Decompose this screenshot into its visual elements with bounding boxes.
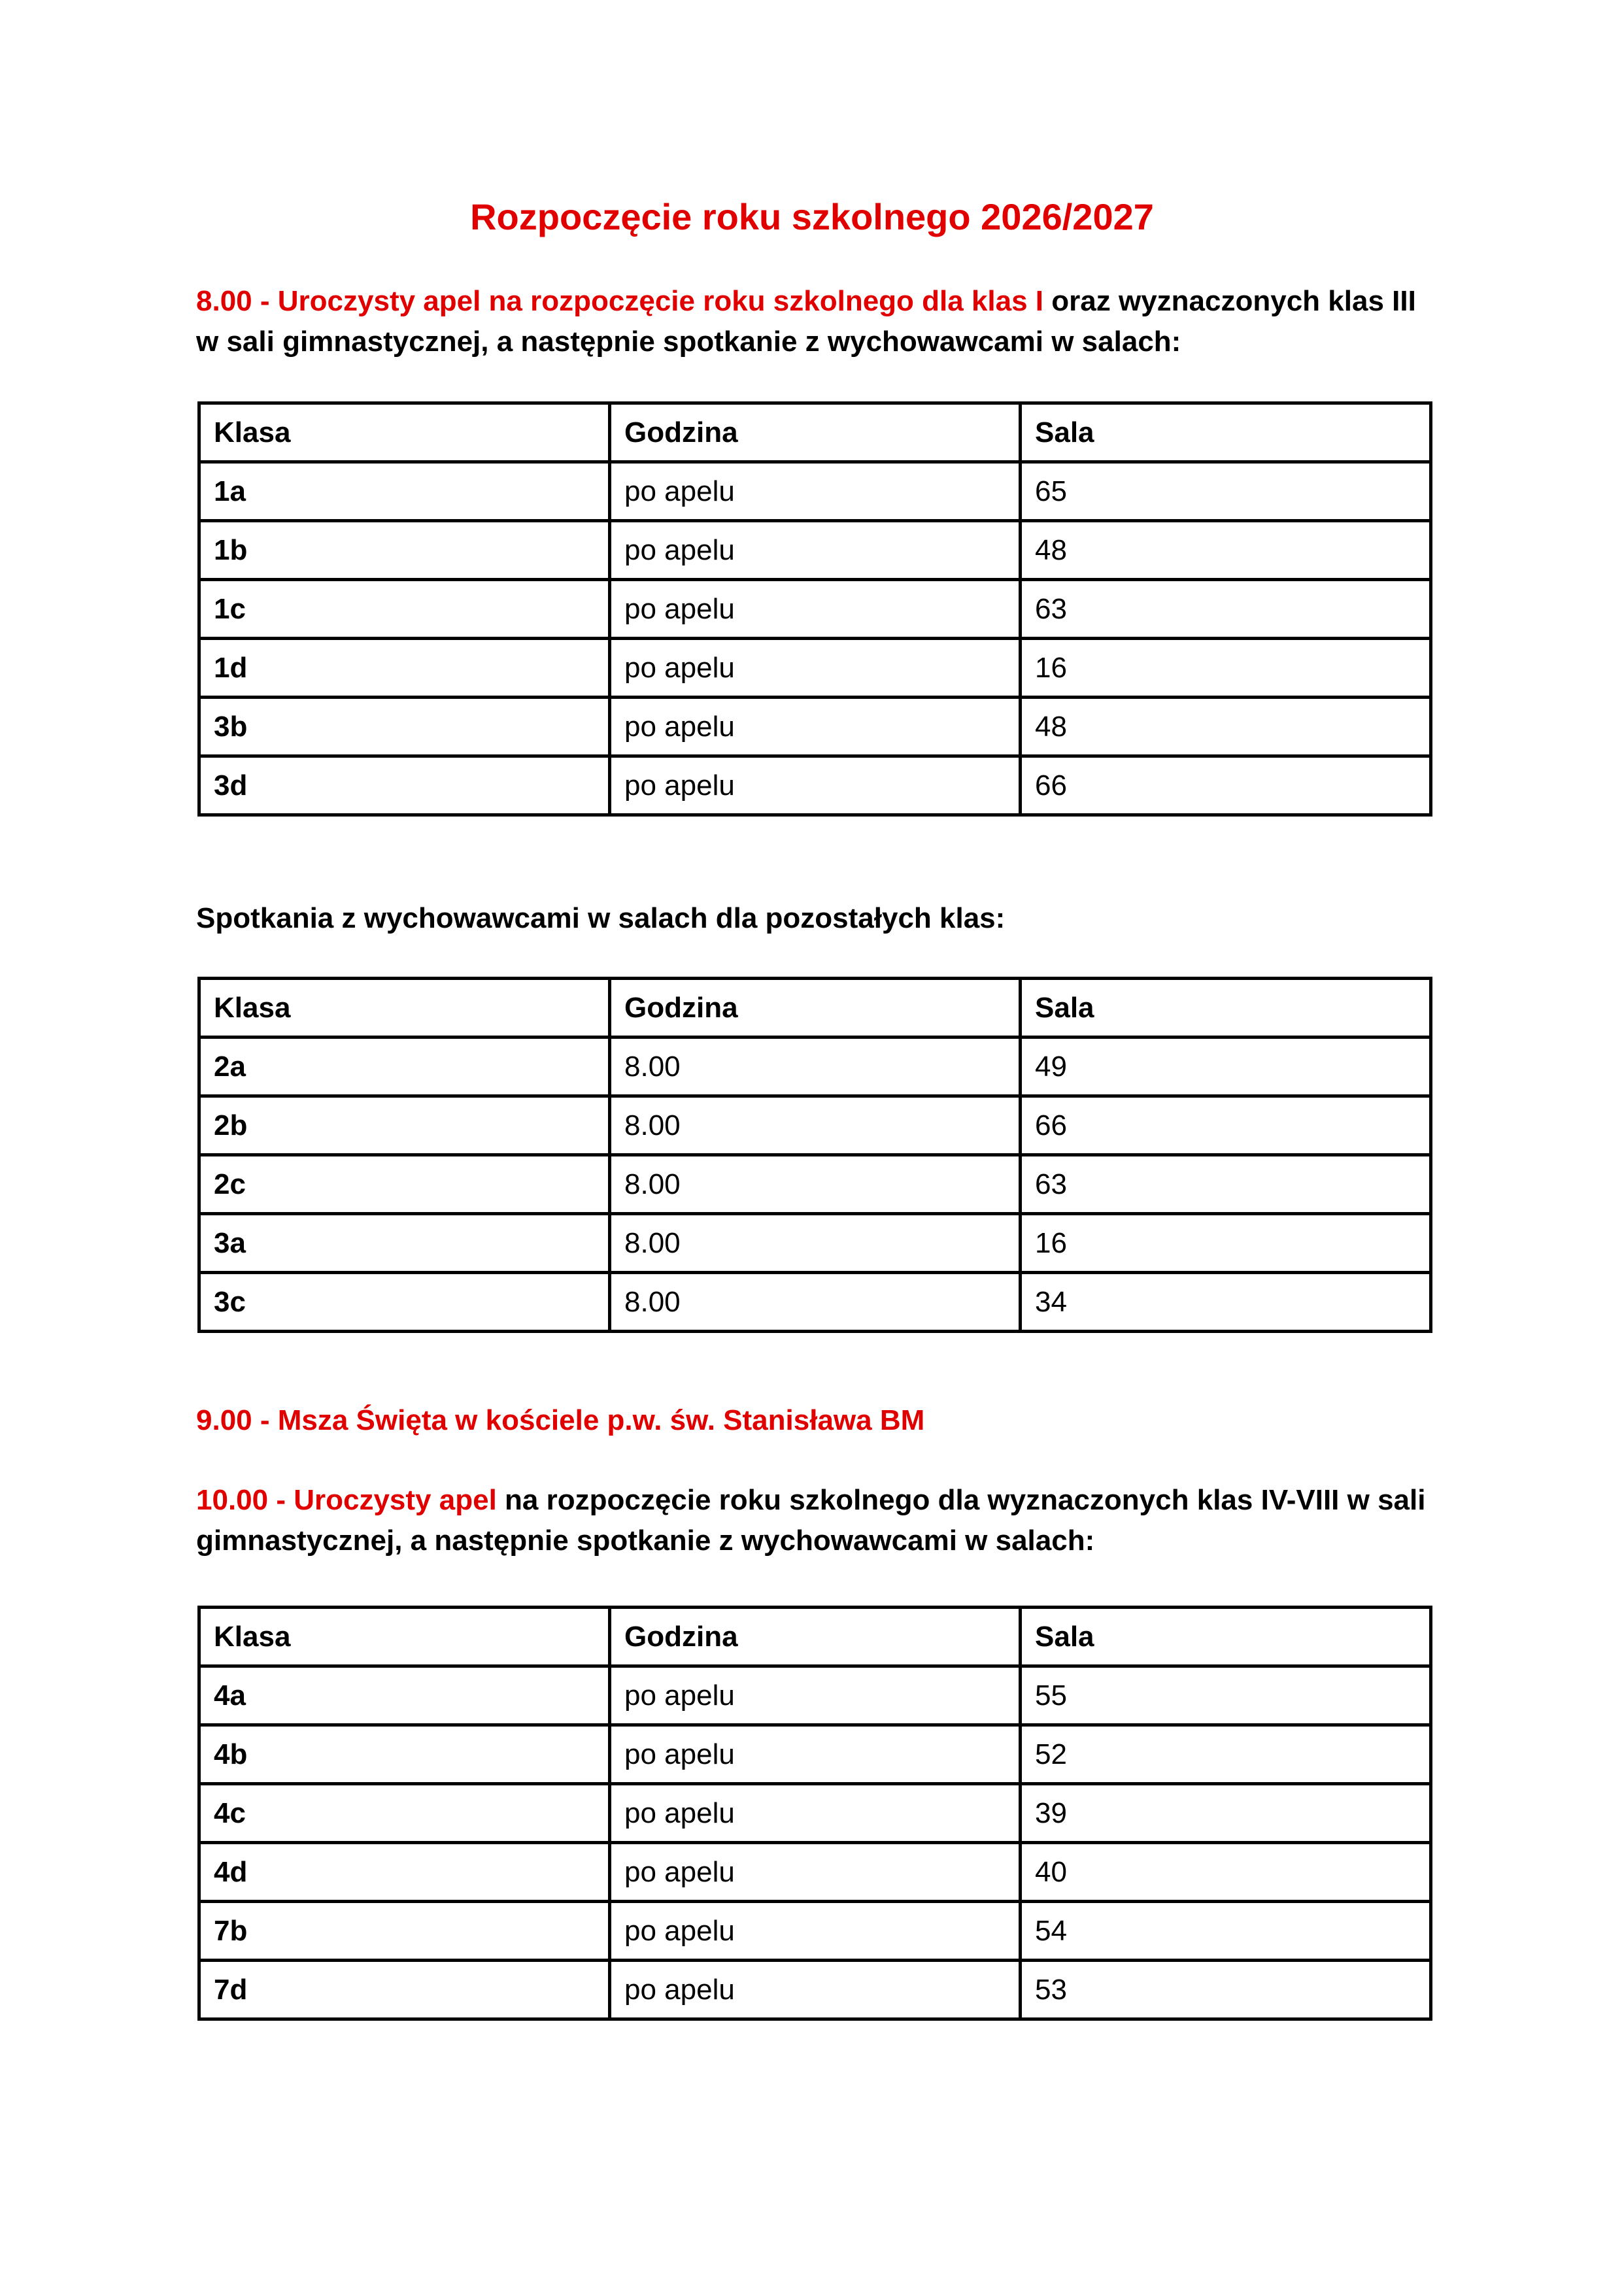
table-row <box>199 580 1431 639</box>
room-cell: 66 <box>1021 1096 1431 1155</box>
room-cell: 48 <box>1021 698 1431 756</box>
room-cell: 55 <box>1021 1666 1431 1725</box>
class-cell: 4d <box>199 1843 610 1902</box>
table-row <box>199 639 1431 698</box>
class-cell: 7b <box>199 1902 610 1961</box>
table-header-row <box>199 1608 1431 1666</box>
time-cell: 8.00 <box>610 1037 1021 1096</box>
class-cell: 7d <box>199 1961 610 2019</box>
class-cell: 2b <box>199 1096 610 1155</box>
section-1-event-text: oraz wyznaczonych klas III w sali gimnastycznej, a następnie spotkanie z wychowawcami w salach: <box>196 285 1416 358</box>
section-1-time: 8.00 - <box>196 285 278 317</box>
room-cell: 40 <box>1021 1843 1431 1902</box>
schedule-table-2 <box>197 977 1432 1333</box>
time-cell: po apelu <box>610 462 1021 521</box>
room-cell: 48 <box>1021 521 1431 580</box>
schedule-table-1 <box>197 401 1432 817</box>
time-cell: po apelu <box>610 1961 1021 2019</box>
class-cell: 2c <box>199 1155 610 1214</box>
room-cell: 54 <box>1021 1902 1431 1961</box>
time-cell: 8.00 <box>610 1096 1021 1155</box>
table-row <box>199 1666 1431 1725</box>
time-cell: po apelu <box>610 521 1021 580</box>
section-2-paragraph: Spotkania z wychowawcami w salach dla pozostałych klas: <box>196 902 1006 934</box>
class-cell: 4b <box>199 1725 610 1784</box>
class-cell: 3d <box>199 756 610 815</box>
class-cell: 1d <box>199 639 610 698</box>
class-cell: 1b <box>199 521 610 580</box>
time-cell: po apelu <box>610 580 1021 639</box>
class-cell: 3c <box>199 1273 610 1332</box>
table-row <box>199 1214 1431 1273</box>
section-4-paragraph <box>196 1480 1438 1561</box>
column-header: Godzina <box>610 979 1021 1037</box>
section-4-event-text: na rozpoczęcie roku szkolnego dla wyznaczonych klas IV-VIII w sali gimnastycznej, a następnie spotkanie z wychowawcami w salach: <box>196 1484 1426 1557</box>
class-cell: 2a <box>199 1037 610 1096</box>
room-cell: 66 <box>1021 756 1431 815</box>
time-cell: po apelu <box>610 1784 1021 1843</box>
room-cell: 65 <box>1021 462 1431 521</box>
class-cell: 4a <box>199 1666 610 1725</box>
room-cell: 49 <box>1021 1037 1431 1096</box>
room-cell: 39 <box>1021 1784 1431 1843</box>
room-cell: 53 <box>1021 1961 1431 2019</box>
class-cell: 1c <box>199 580 610 639</box>
table-row <box>199 1037 1431 1096</box>
column-header: Sala <box>1021 1608 1431 1666</box>
column-header: Sala <box>1021 403 1431 462</box>
section-3-mass: 9.00 - Msza Święta w kościele p.w. św. Stanisława BM <box>196 1404 925 1436</box>
time-cell: po apelu <box>610 639 1021 698</box>
table-row <box>199 1843 1431 1902</box>
time-cell: po apelu <box>610 1902 1021 1961</box>
section-4-event-highlight: Uroczysty apel <box>294 1484 497 1516</box>
room-cell: 63 <box>1021 580 1431 639</box>
time-cell: po apelu <box>610 1843 1021 1902</box>
table-row <box>199 1155 1431 1214</box>
table-row <box>199 756 1431 815</box>
class-cell: 3b <box>199 698 610 756</box>
table-row <box>199 1961 1431 2019</box>
table-row <box>199 521 1431 580</box>
time-cell: 8.00 <box>610 1214 1021 1273</box>
class-cell: 3a <box>199 1214 610 1273</box>
table-header-row <box>199 403 1431 462</box>
table-row <box>199 462 1431 521</box>
table-row <box>199 698 1431 756</box>
table-row <box>199 1273 1431 1332</box>
column-header: Sala <box>1021 979 1431 1037</box>
time-cell: po apelu <box>610 1725 1021 1784</box>
room-cell: 63 <box>1021 1155 1431 1214</box>
table-header-row <box>199 979 1431 1037</box>
class-cell: 4c <box>199 1784 610 1843</box>
column-header: Klasa <box>199 1608 610 1666</box>
time-cell: po apelu <box>610 1666 1021 1725</box>
time-cell: 8.00 <box>610 1155 1021 1214</box>
schedule-table-3 <box>197 1606 1432 2021</box>
section-4-time: 10.00 - <box>196 1484 294 1516</box>
time-cell: 8.00 <box>610 1273 1021 1332</box>
room-cell: 52 <box>1021 1725 1431 1784</box>
room-cell: 34 <box>1021 1273 1431 1332</box>
room-cell: 16 <box>1021 639 1431 698</box>
table-row <box>199 1725 1431 1784</box>
column-header: Klasa <box>199 403 610 462</box>
time-cell: po apelu <box>610 756 1021 815</box>
column-header: Klasa <box>199 979 610 1037</box>
column-header: Godzina <box>610 1608 1021 1666</box>
table-row <box>199 1902 1431 1961</box>
column-header: Godzina <box>610 403 1021 462</box>
page-title: Rozpoczęcie roku szkolnego 2026/2027 <box>470 196 1154 237</box>
section-1-event-highlight: Uroczysty apel na rozpoczęcie roku szkolnego dla klas I <box>277 285 1044 317</box>
section-1-paragraph <box>196 281 1438 362</box>
table-row <box>199 1784 1431 1843</box>
room-cell: 16 <box>1021 1214 1431 1273</box>
time-cell: po apelu <box>610 698 1021 756</box>
table-row <box>199 1096 1431 1155</box>
class-cell: 1a <box>199 462 610 521</box>
